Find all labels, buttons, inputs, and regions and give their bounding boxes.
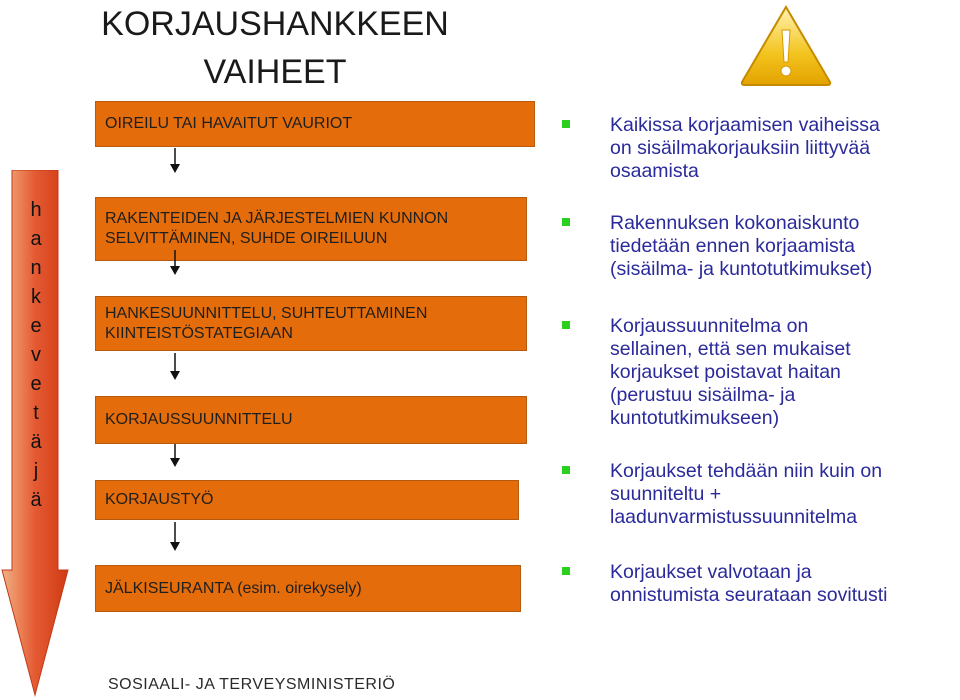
title-line-1: KORJAUSHANKKEEN [101, 5, 449, 43]
bullet-text: laadunvarmistussuunnitelma [610, 506, 858, 528]
side-letter: e [30, 373, 42, 395]
step-text: KIINTEISTÖSTATEGIAAN [105, 324, 293, 342]
step-box [95, 197, 527, 261]
bullet-text: Korjaukset valvotaan ja [610, 561, 812, 583]
bullet-text: tiedetään ennen korjaamista [610, 235, 855, 257]
bullet-text: osaamista [610, 160, 699, 182]
square-bullet-icon [562, 321, 570, 329]
step-text: KORJAUSTYÖ [105, 491, 214, 508]
step-box [95, 396, 527, 444]
bullet-text: Rakennuksen kokonaiskunto [610, 212, 860, 234]
step-text: OIREILU TAI HAVAITUT VAURIOT [105, 115, 353, 132]
bullet-text: on sisäilmakorjauksiin liittyvää [610, 137, 871, 159]
side-letter: t [33, 402, 39, 424]
step-box [95, 296, 527, 351]
square-bullet-icon [562, 218, 570, 226]
bullet-text: (perustuu sisäilma- ja [610, 384, 796, 406]
bullet-text: onnistumista seurataan sovitusti [610, 584, 888, 606]
side-letter: k [31, 286, 41, 308]
ministry-logo-text: SOSIAALI- JA TERVEYSMINISTERIÖ [108, 676, 396, 693]
square-bullet-icon [562, 120, 570, 128]
side-letter: h [30, 199, 42, 221]
square-bullet-icon [562, 466, 570, 474]
connector-arrow [168, 444, 182, 468]
side-letter: v [31, 344, 41, 366]
page-title [75, 0, 475, 96]
side-letter: ä [30, 431, 42, 453]
square-bullet-icon [562, 567, 570, 575]
step-text: HANKESUUNNITTELU, SUHTEUTTAMINEN [105, 304, 428, 322]
side-letter: j [33, 460, 39, 482]
step-text: SELVITTÄMINEN, SUHDE OIREILUUN [105, 230, 388, 247]
side-letter: ä [30, 489, 42, 511]
side-letter: a [30, 228, 42, 250]
bullet-text: korjaukset poistavat haitan [610, 361, 841, 383]
bullet-text: Korjaukset tehdään niin kuin on [610, 460, 883, 482]
bullet-text: (sisäilma- ja kuntotutkimukset) [610, 258, 873, 280]
warning-triangle-icon [738, 4, 834, 88]
step-box [95, 480, 519, 520]
side-letter: e [30, 315, 42, 337]
connector-arrow [168, 148, 182, 174]
bullet-text: sellainen, että sen mukaiset [610, 338, 851, 360]
bullet-text: Korjaussuunnitelma on [610, 315, 809, 337]
step-text: JÄLKISEURANTA (esim. oirekysely) [105, 579, 362, 597]
side-label [22, 196, 50, 515]
title-line-2: VAIHEET [203, 53, 347, 91]
step-box [95, 565, 521, 612]
bullet-text: Kaikissa korjaamisen vaiheissa [610, 114, 880, 136]
step-text: KORJAUSSUUNNITTELU [105, 411, 293, 428]
connector-arrow [168, 353, 182, 381]
bullet-text: kuntotutkimukseen) [610, 407, 780, 429]
connector-arrow [168, 522, 182, 552]
step-box [95, 101, 535, 147]
bullet-text: suunniteltu + [610, 483, 722, 505]
connector-arrow [168, 250, 182, 276]
side-letter: n [30, 257, 42, 279]
step-text: RAKENTEIDEN JA JÄRJESTELMIEN KUNNON [105, 210, 449, 227]
